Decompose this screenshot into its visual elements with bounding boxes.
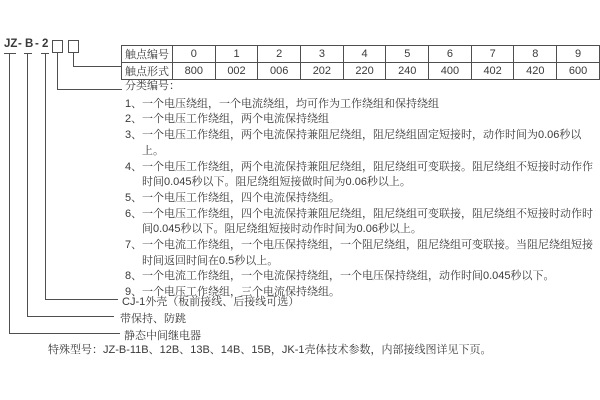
contact-number-cell: 8 [514,46,557,63]
item-text: 一个电压工作绕组，四个电流保持绕组。 [142,191,340,204]
item-number: 1、 [125,97,143,110]
contact-form-cell: 600 [557,63,600,80]
leader-vline-relay [9,54,10,333]
contact-form-cell: 800 [172,63,215,80]
contact-form-row [122,63,600,80]
contact-form-cell: 220 [343,63,386,80]
contact-form-cell: 240 [386,63,429,80]
item-text: 一个电压工作绕组，三个电流保持绕组。 [142,286,340,299]
classification-list [125,79,595,301]
leader-vline-table [73,52,74,66]
contact-number-cell: 1 [215,46,258,63]
contact-number-cell: 0 [172,46,215,63]
item-number: 7、 [125,239,143,252]
item-text: 一个电压绕组，一个电流绕组，均可作为工作绕组和保持绕组 [142,97,439,110]
item-number: 9、 [125,286,143,299]
item-number: 3、 [125,129,143,142]
special-models-note: 特殊型号：JZ-B-11B、12B、13B、14B、15B，JK-1壳体技术参数，内部接线图详见下页。 [48,344,492,356]
contact-number-cell: 7 [471,46,514,63]
classification-title: 分类编号： [125,80,180,92]
contact-number-cell: 3 [301,46,344,63]
leader-hline-class [57,89,122,90]
list-item [125,112,595,128]
case-label: CJ-1外壳（板前接线、后接线可选） [122,296,300,308]
item-text: 一个电压工作绕组，两个电流保持绕组 [142,113,329,126]
contact-number-cell: 5 [386,46,429,63]
leader-hline-hold [27,316,114,317]
model-code-series: B [25,38,34,50]
contact-form-cell: 402 [471,63,514,80]
leader-vline-class [57,52,58,89]
model-code-number: 2 [42,38,49,50]
item-number: 4、 [125,160,143,173]
list-item [125,97,595,113]
item-text: 一个电压工作绕组，四个电流保持兼阻尼绕组，阻尼绕组可变联接，阻尼绕组不短接时动作时间0.045秒以下。阻尼绕组短接时动作时间为0.06秒以上。 [142,207,593,236]
contact-form-cell: 400 [429,63,472,80]
contact-form-cell: 202 [301,63,344,80]
contact-number-cell: 6 [429,46,472,63]
leader-vline-case [45,54,46,299]
item-text: 一个电压工作绕组，两个电流保持兼阻尼绕组，阻尼绕组固定短接时，动作时间为0.06秒以上。 [142,129,582,157]
list-item [125,269,595,285]
contact-number-cell: 4 [343,46,386,63]
list-item [125,128,595,159]
item-number: 6、 [125,207,143,220]
item-text: 一个电压工作绕组，两个电流保持兼阻尼绕组，阻尼绕组可变联接。阻尼绕组不短接时动作作时间0.045秒以下。阻尼绕组短接做时间为0.06秒以上。 [142,160,593,189]
leader-hline-relay [9,333,120,334]
item-text: 一个电流工作绕组，一个电压保持绕组，一个阻尼绕组，阻尼绕组可变联接。当阻尼绕组短接时间返回时间在0.5秒以上。 [142,239,593,267]
leader-vline-hold [27,54,28,316]
item-number: 5、 [125,191,143,204]
underline-b [24,53,32,54]
list-item [125,160,595,191]
contact-number-header: 触点编号 [122,46,173,63]
contact-number-row [122,46,600,63]
list-item [125,207,595,238]
underline-jz [4,53,16,54]
contact-table [121,45,600,80]
contact-form-cell: 006 [258,63,301,80]
list-item [125,191,595,207]
item-number: 8、 [125,270,143,283]
model-code-hyphen2: - [35,38,39,50]
hold-label: 带保持、防跳 [120,313,186,325]
item-text: 一个电流工作绕组，一个电流保持绕组，一个电压保持绕组，动作时间0.045秒以下。 [142,270,555,283]
contact-number-cell: 2 [258,46,301,63]
list-item [125,238,595,269]
contact-form-header: 触点形式 [122,63,173,80]
contact-form-cell: 002 [215,63,258,80]
contact-form-cell: 420 [514,63,557,80]
leader-hline-table [73,66,121,67]
model-code-hyphen1: - [18,38,22,50]
contact-number-cell: 9 [557,46,600,63]
leader-hline-case [45,299,118,300]
relay-label: 静态中间继电器 [124,330,201,342]
model-code-prefix: JZ [4,38,18,50]
item-number: 2、 [125,113,143,126]
